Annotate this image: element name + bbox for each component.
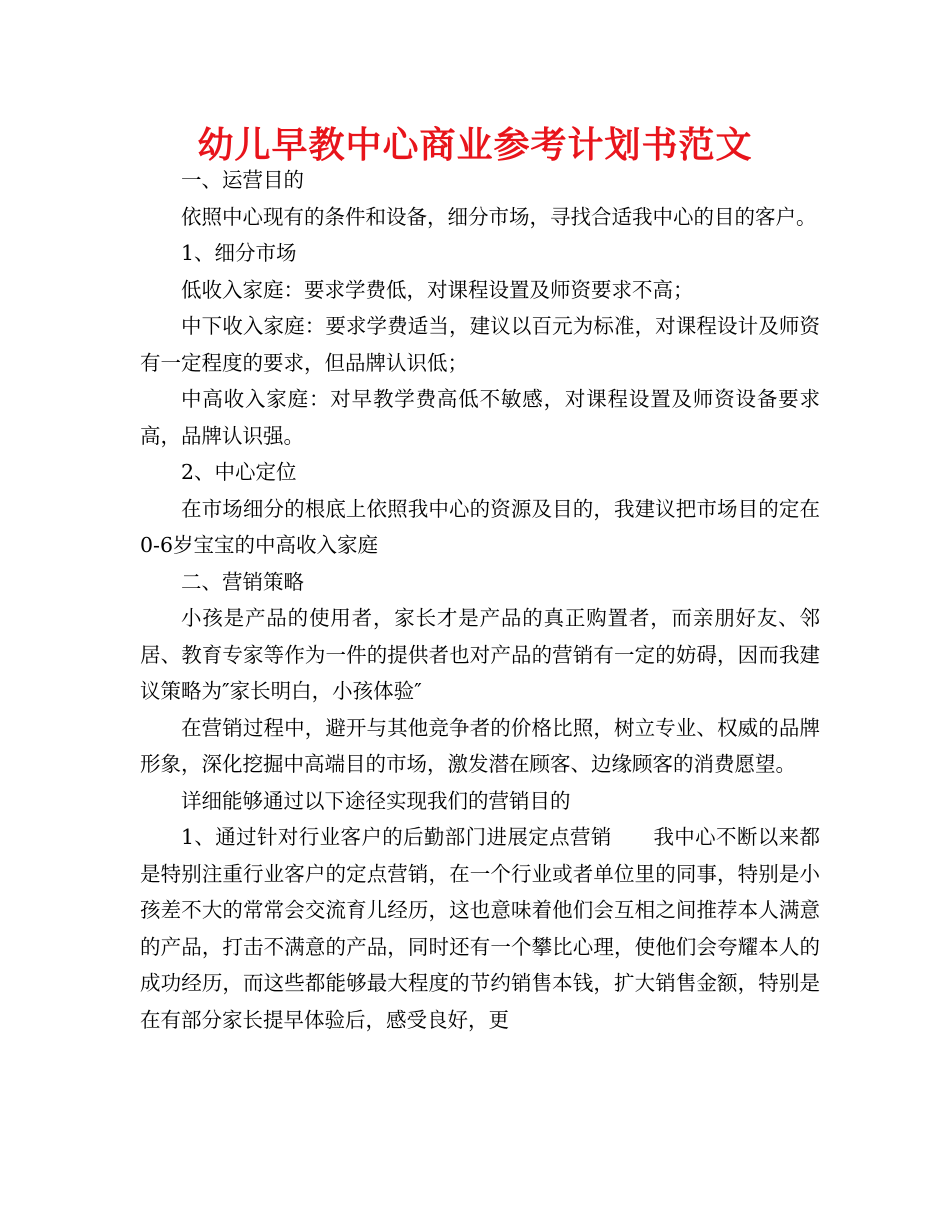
paragraph: 详细能够通过以下途径实现我们的营销目的 — [181, 788, 571, 813]
paragraph: 中下收入家庭：要求学费适当，建议以百元为标准，对课程设计及师资有一定程度的要求，但品牌认识低； — [140, 314, 820, 375]
paragraph: 在营销过程中，避开与其他竞争者的价格比照，树立专业、权威的品牌形象，深化挖掘中高端目的市场，激发潜在顾客、边缘顾客的消费愿望。 — [140, 715, 820, 776]
subsection-heading: 1、细分市场 — [181, 241, 297, 265]
subsection-heading: 2、中心定位 — [181, 460, 297, 484]
document-title: 幼儿早教中心商业参考计划书范文 — [197, 125, 753, 166]
paragraph: 在市场细分的根底上依照我中心的资源及目的，我建议把市场目的定在0-6岁宝宝的中高收入家庭 — [140, 496, 820, 557]
paragraph: 1、通过针对行业客户的后勤部门进展定点营销 我中心不断以来都是特别注重行业客户的定点营销，在一个行业或者单位里的同事，特别是小孩差不大的常常会交流育儿经历，这也意味着他们会互相之间推荐本人满意的产品，打击不满意的产品，同时还有一个攀比心理，使他们会夸耀本人的成功经历，而这些都能够最大程度的节约销售本钱，扩大销售金额，特别是在有部分家长提早体验后，感受良好，更 — [140, 825, 820, 1032]
paragraph: 低收入家庭：要求学费低，对课程设置及师资要求不高； — [181, 277, 694, 302]
paragraph: 中高收入家庭：对早教学费高低不敏感，对课程设置及师资设备要求高，品牌认识强。 — [140, 387, 820, 448]
paragraph: 小孩是产品的使用者，家长才是产品的真正购置者，而亲朋好友、邻居、教育专家等作为一件的提供者也对产品的营销有一定的妨碍，因而我建议策略为″家长明白，小孩体验″ — [140, 606, 820, 703]
document-body — [140, 162, 820, 1038]
section-heading: 一、运营目的 — [181, 168, 304, 192]
section-heading: 二、营销策略 — [181, 569, 304, 594]
paragraph: 依照中心现有的条件和设备，细分市场，寻找合适我中心的目的客户。 — [181, 204, 817, 229]
